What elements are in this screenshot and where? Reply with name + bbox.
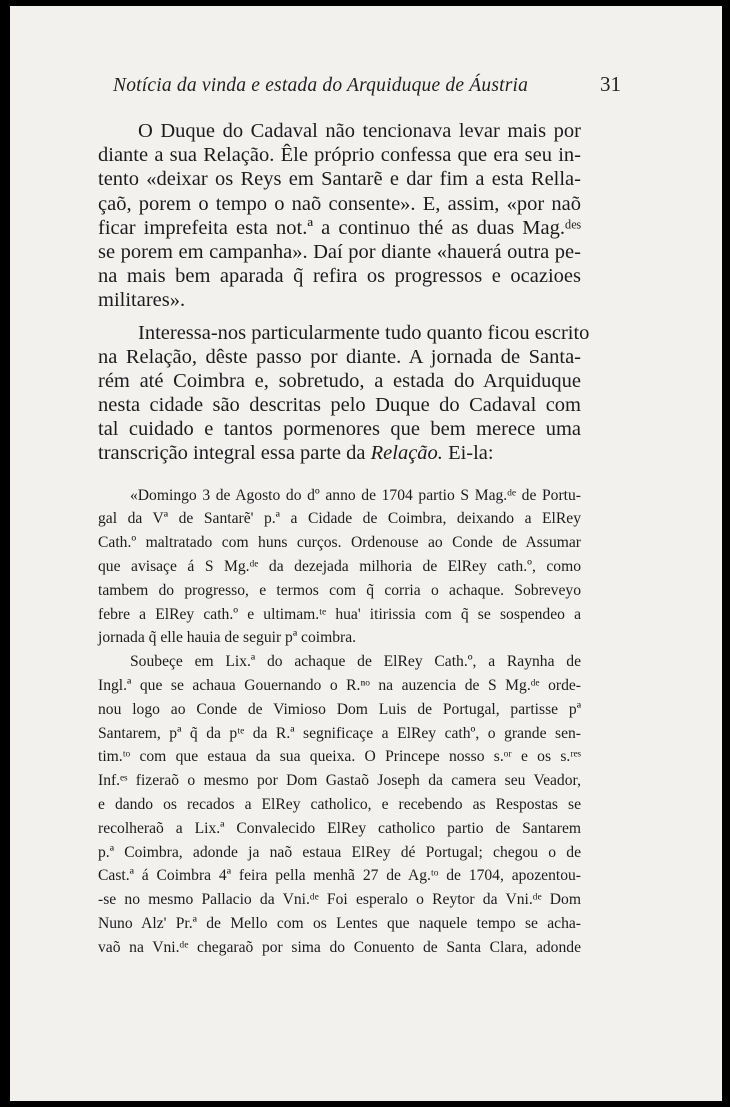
quote-line: nou logo ao Conde de Vimioso Dom Luis de Portugal, partisse pª <box>98 700 581 718</box>
book-page <box>10 6 722 1101</box>
paragraph-1 <box>98 119 581 313</box>
quote-line: jornada q̃ elle hauia de seguir pª coimbra. <box>98 629 357 647</box>
text-line: na Relação, dêste passo por diante. A jornada de Santa- <box>98 345 581 368</box>
text-line: diante a sua Relação. Êle próprio confessa que era seu in- <box>98 144 581 167</box>
text-line: tal cuidado e tantos pormenores que bem merece uma <box>98 418 581 441</box>
page-header <box>113 72 621 97</box>
quote-line: e dando os recados a ElRey catholico, e recebendo as Respostas se <box>98 795 581 813</box>
quote-line: Ingl.ª que se achaua Gouernando o R.ⁿᵒ na auzencia de S Mg.ᵈᵉ orde- <box>98 677 581 694</box>
quote-line: vaõ na Vni.ᵈᵉ chegaraõ por sima do Conuento de Santa Clara, adonde <box>98 938 581 956</box>
italic-title-relacao: Relação. <box>370 442 443 465</box>
quote-line: gal da Vª de Santarẽ' p.ª a Cidade de Coimbra, deixando a ElRey <box>98 510 581 528</box>
text-line: se porem em campanha». Daí por diante «hauerá outra pe- <box>98 240 581 263</box>
text-line: rém até Coimbra e, sobretudo, a estada do Arquiduque <box>98 369 581 392</box>
quote-block <box>98 484 581 960</box>
quote-line: Santarem, pª q̃ da pᵗᵉ da R.ª segnificaçe a ElRey cathº, o grande sen- <box>98 724 581 742</box>
quote-line: p.ª Coimbra, adonde ja naõ estaua ElRey dé Portugal; chegou o de <box>98 843 581 861</box>
text-fragment: transcrição integral essa parte da <box>98 442 371 465</box>
text-line: nesta cidade são descritas pelo Duque do Cadaval com <box>98 394 581 417</box>
text-line <box>98 441 581 465</box>
text-line: ficar imprefeita esta not.ª a continuo thé as duas Mag.ᵈᵉˢ <box>98 216 581 239</box>
quote-line: «Domingo 3 de Agosto do dº anno de 1704 partio S Mag.ᵈᵉ de Portu- <box>130 486 581 504</box>
text-line: na mais bem aparada q̃ refira os progressos e ocazioes <box>98 265 581 288</box>
text-fragment: Ei-la: <box>442 442 494 465</box>
quote-line: tambem do progresso, e termos com q̃ corria o achaque. Sobreveyo <box>98 581 581 599</box>
quote-line: Cath.º maltratado com huns curços. Ordenouse ao Conde de Assumar <box>98 534 581 552</box>
paragraph-2 <box>98 321 590 466</box>
running-title: Notícia da vinda e estada do Arquiduque de Áustria <box>113 75 529 96</box>
quote-line: Cast.ª á Coimbra 4ª feira pella menhã 27 de Ag.ᵗᵒ de 1704, apozentou- <box>98 867 581 885</box>
text-line: O Duque do Cadaval não tencionava levar mais por <box>138 120 581 142</box>
page-number: 31 <box>600 72 621 96</box>
text-line: tento «deixar os Reys em Santarẽ e dar fim a esta Rella- <box>98 168 581 191</box>
quote-line: Inf.ᵉˢ fizeraõ o mesmo por Dom Gastaõ Joseph da camera seu Veador, <box>98 772 581 790</box>
quote-line: que avisaçe á S Mg.ᵈᵉ da dezejada milhoria de ElRey cath.º, como <box>98 558 581 576</box>
text-line: çaõ, porem o tempo o naõ consente». E, assim, «por naõ <box>98 192 581 215</box>
text-line: Interessa-nos particularmente tudo quanto ficou escrito <box>138 321 590 344</box>
quote-line: recolheraõ a Lix.ª Convalecido ElRey catholico partio de Santarem <box>98 819 581 837</box>
quote-line: tim.ᵗᵒ com que estaua da sua queixa. O Princepe nosso s.ᵒʳ e os s.ʳᵉˢ <box>98 748 581 766</box>
quote-line: Nuno Alz' Pr.ª de Mello com os Lentes que naquele tempo se acha- <box>98 914 581 932</box>
quote-line: febre a ElRey cath.º e ultimam.ᵗᵉ hua' itirissia com q̃ se sospendeo a <box>98 605 581 623</box>
quote-line: Soubeçe em Lix.ª do achaque de ElRey Cath.º, a Raynha de <box>130 653 581 671</box>
body-text <box>98 119 590 960</box>
text-line: militares». <box>98 289 186 312</box>
quote-line: -se no mesmo Pallacio da Vni.ᵈᵉ Foi esperalo o Reytor da Vni.ᵈᵉ Dom <box>98 891 581 909</box>
